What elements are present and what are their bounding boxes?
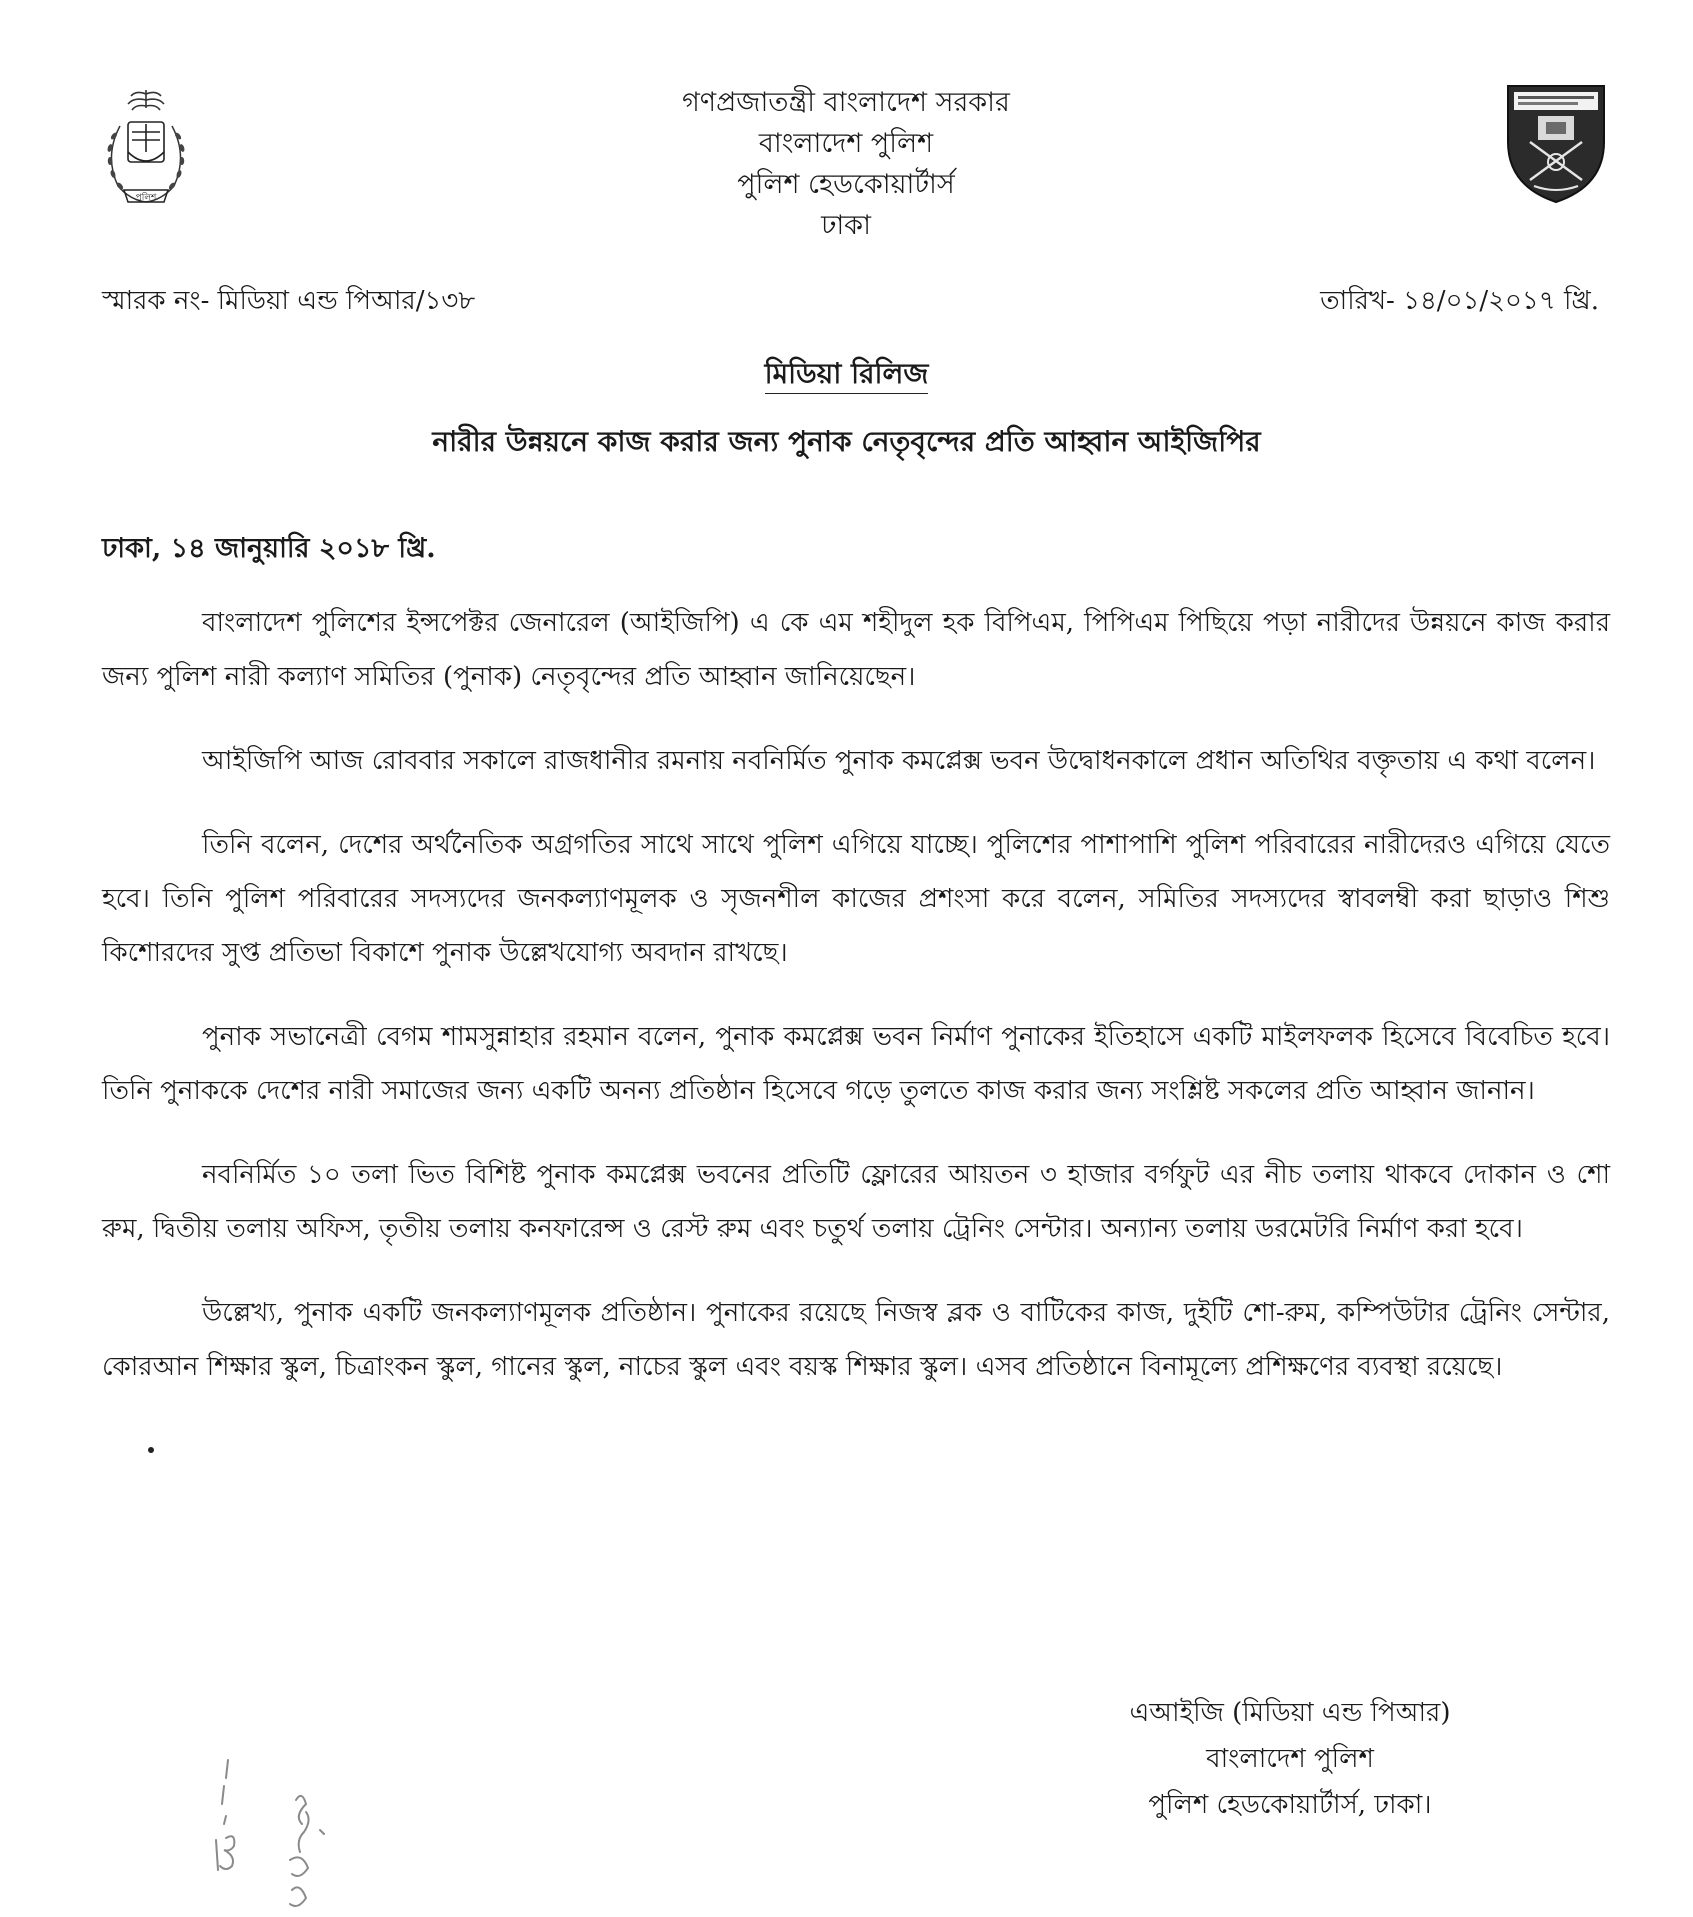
police-emblem-icon bbox=[98, 86, 194, 216]
dateline: ঢাকা, ১৪ জানুয়ারি ২০১৮ খ্রি. bbox=[102, 533, 436, 564]
release-label-text: মিডিয়া রিলিজ bbox=[765, 357, 929, 394]
body-text bbox=[102, 596, 1610, 1424]
signature-block bbox=[1080, 1690, 1500, 1828]
issue-date: তারিখ- ১৪/০১/২০১৭ খ্রি. bbox=[1320, 286, 1599, 316]
signatory-office: পুলিশ হেডকোয়ার্টার্স, ঢাকা। bbox=[1148, 1790, 1432, 1820]
paragraph: বাংলাদেশ পুলিশের ইন্সপেক্টর জেনারেল (আইজিপি) এ কে এম শহীদুল হক বিপিএম, পিপিএম পিছিয়ে পড়া নারীদের উন্নয়নে কাজ করার জন্য পুলিশ নারী কল্যাণ সমিতির (পুনাক) নেতৃবৃন্দের প্রতি আহ্বান জানিয়েছেন। bbox=[102, 608, 1610, 692]
signatory-title: এআইজি (মিডিয়া এন্ড পিআর) bbox=[1129, 1698, 1451, 1728]
paragraph: উল্লেখ্য, পুনাক একটি জনকল্যাণমূলক প্রতিষ্ঠান। পুনাকের রয়েছে নিজস্ব ব্লক ও বাটিকের কাজ, দুইটি শো-রুম, কম্পিউটার ট্রেনিং সেন্টার, কোরআন শিক্ষার স্কুল, চিত্রাংকন স্কুল, গানের স্কুল, নাচের স্কুল এবং বয়স্ক শিক্ষার স্কুল। এসব প্রতিষ্ঠানে বিনামূল্যে প্রশিক্ষণের ব্যবস্থা রয়েছে। bbox=[102, 1298, 1610, 1382]
scan-mark bbox=[148, 1447, 154, 1453]
paragraph: নবনির্মিত ১০ তলা ভিত বিশিষ্ট পুনাক কমপ্লেক্স ভবনের প্রতিটি ফ্লোরের আয়তন ৩ হাজার বর্গফুট এর নীচ তলায় থাকবে দোকান ও শো রুম, দ্বিতীয় তলায় অফিস, তৃতীয় তলায় কনফারেন্স ও রেস্ট রুম এবং চতুর্থ তলায় ট্রেনিং সেন্টার। অন্যান্য তলায় ডরমেটরি নির্মাণ করা হবে। bbox=[102, 1160, 1610, 1244]
header-government: গণপ্রজাতন্ত্রী বাংলাদেশ সরকার bbox=[682, 87, 1010, 118]
header-headquarters: পুলিশ হেডকোয়ার্টার্স bbox=[737, 169, 955, 200]
letterhead bbox=[546, 82, 1146, 246]
police-shield-badge-icon bbox=[1504, 82, 1608, 206]
handwritten-note-icon bbox=[190, 1720, 380, 1913]
headline: নারীর উন্নয়নে কাজ করার জন্য পুনাক নেতৃবৃন্দের প্রতি আহ্বান আইজিপির bbox=[432, 425, 1261, 458]
paragraph: পুনাক সভানেত্রী বেগম শামসুন্নাহার রহমান বলেন, পুনাক কমপ্লেক্স ভবন নির্মাণ পুনাকের ইতিহাসে একটি মাইলফলক হিসেবে বিবেচিত হবে। তিনি পুনাককে দেশের নারী সমাজের জন্য একটি অনন্য প্রতিষ্ঠান হিসেবে গড়ে তুলতে কাজ করার জন্য সংশ্লিষ্ট সকলের প্রতি আহ্বান জানান। bbox=[102, 1022, 1610, 1106]
header-city: ঢাকা bbox=[821, 210, 871, 241]
paragraph: আইজিপি আজ রোববার সকালে রাজধানীর রমনায় নবনির্মিত পুনাক কমপ্লেক্স ভবন উদ্বোধনকালে প্রধান অতিথির বক্তৃতায় এ কথা বলেন। bbox=[202, 746, 1596, 776]
header-police: বাংলাদেশ পুলিশ bbox=[758, 128, 934, 159]
signatory-org: বাংলাদেশ পুলিশ bbox=[1206, 1744, 1374, 1774]
paragraph: তিনি বলেন, দেশের অর্থনৈতিক অগ্রগতির সাথে সাথে পুলিশ এগিয়ে যাচ্ছে। পুলিশের পাশাপাশি পুলিশ পরিবারের নারীদেরও এগিয়ে যেতে হবে। তিনি পুলিশ পরিবারের সদস্যদের জনকল্যাণমূলক ও সৃজনশীল কাজের প্রশংসা করে বলেন, সমিতির সদস্যদের স্বাবলম্বী করা ছাড়াও শিশু কিশোরদের সুপ্ত প্রতিভা বিকাশে পুনাক উল্লেখযোগ্য অবদান রাখছে। bbox=[102, 830, 1610, 968]
emblem-ribbon-text: পুলিশ bbox=[135, 193, 157, 203]
memo-number: স্মারক নং- মিডিয়া এন্ড পিআর/১৩৮ bbox=[102, 286, 476, 316]
release-label bbox=[0, 352, 1693, 399]
